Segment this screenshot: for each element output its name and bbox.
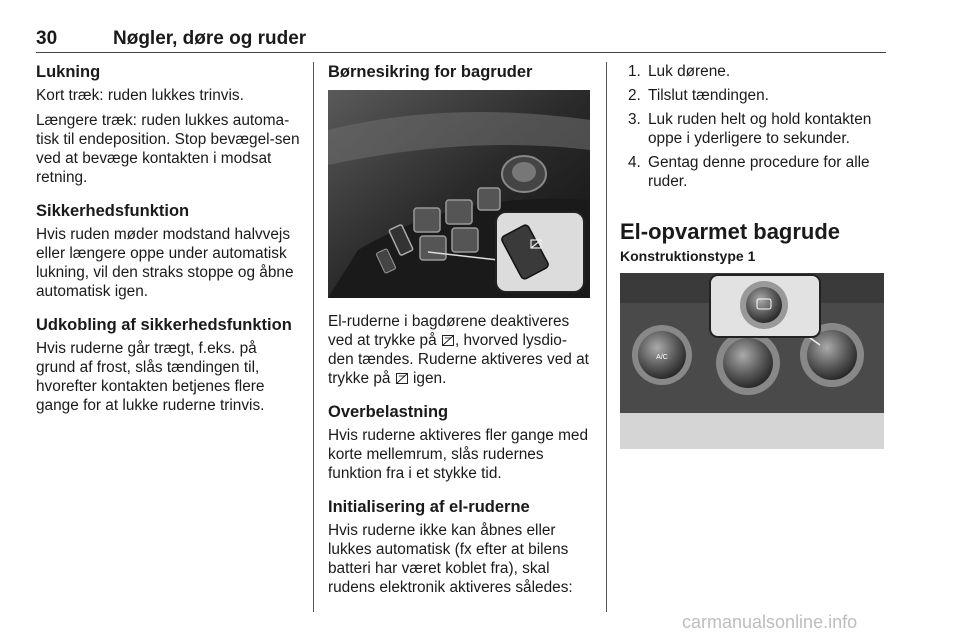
window-lock-icon bbox=[396, 370, 408, 381]
climate-knobs-illustration bbox=[620, 273, 884, 449]
paragraph: Hvis ruderne aktiveres fler gange med korte mellemrum, slås rudernes funktion fra i et stykke tid. bbox=[328, 427, 589, 482]
paragraph-child-lock: El-ruderne i bagdørene deaktiveres ved at trykke på , hvorved lysdio-den tændes. Ruderne aktiveres ved at trykke på igen. bbox=[328, 313, 589, 387]
heading-udkobling: Udkobling af sikkerhedsfunktion bbox=[36, 316, 292, 334]
watermark: carmanualsonline.info bbox=[682, 612, 858, 632]
column-right bbox=[620, 62, 886, 449]
subheading-konstruktionstype: Konstruktionstype 1 bbox=[620, 248, 756, 264]
heading-boernesikring: Børnesikring for bagruder bbox=[328, 63, 533, 81]
column-middle bbox=[328, 62, 590, 603]
paragraph: Kort træk: ruden lukkes trinvis. bbox=[36, 87, 244, 104]
paragraph: Hvis ruderne ikke kan åbnes eller lukkes automatisk (fx efter at bilens batteri har været koblet fra), skal rudens elektronik aktiveres således: bbox=[328, 522, 573, 596]
page-number: 30 bbox=[36, 28, 58, 49]
heading-lukning: Lukning bbox=[36, 63, 101, 81]
paragraph: Hvis ruden møder modstand halvvejs eller længere oppe under automatisk lukning, vil den straks stoppe og åbne automatisk igen. bbox=[36, 226, 294, 300]
column-divider bbox=[313, 62, 314, 612]
heading-sikkerhedsfunktion: Sikkerhedsfunktion bbox=[36, 202, 190, 220]
list-item: 3. Luk ruden helt og hold kontakten oppe i yderligere to sekunder. bbox=[628, 111, 872, 147]
window-lock-icon bbox=[442, 332, 454, 343]
page-header bbox=[36, 28, 886, 53]
heading-overbelastning: Overbelastning bbox=[328, 403, 449, 421]
list-item: 2. Tilslut tændingen. bbox=[628, 87, 769, 104]
climate-control-photo bbox=[620, 273, 884, 449]
paragraph: Længere træk: ruden lukkes automa-tisk til endeposition. Stop bevægel-sen ved at bevæge kontakten i modsat retning. bbox=[36, 112, 300, 186]
steps-list bbox=[620, 62, 886, 191]
list-item: 4. Gentag denne procedure for alle ruder. bbox=[628, 154, 870, 190]
column-divider bbox=[606, 62, 607, 612]
ac-label: A/C bbox=[656, 354, 668, 361]
heading-initialisering: Initialisering af el-ruderne bbox=[328, 498, 530, 516]
list-item: 1. Luk dørene. bbox=[628, 63, 731, 80]
column-left bbox=[36, 62, 300, 421]
heading-el-opvarmet: El-opvarmet bagrude bbox=[620, 219, 841, 244]
door-switch-illustration bbox=[328, 90, 590, 298]
paragraph: Hvis ruderne går trægt, f.eks. på grund af frost, slås tændingen til, hvorefter kontakten betjenes flere gange for at lukke ruderne trinvis. bbox=[36, 340, 265, 414]
door-switch-photo bbox=[328, 90, 590, 298]
page-title: Nøgler, døre og ruder bbox=[113, 28, 307, 49]
